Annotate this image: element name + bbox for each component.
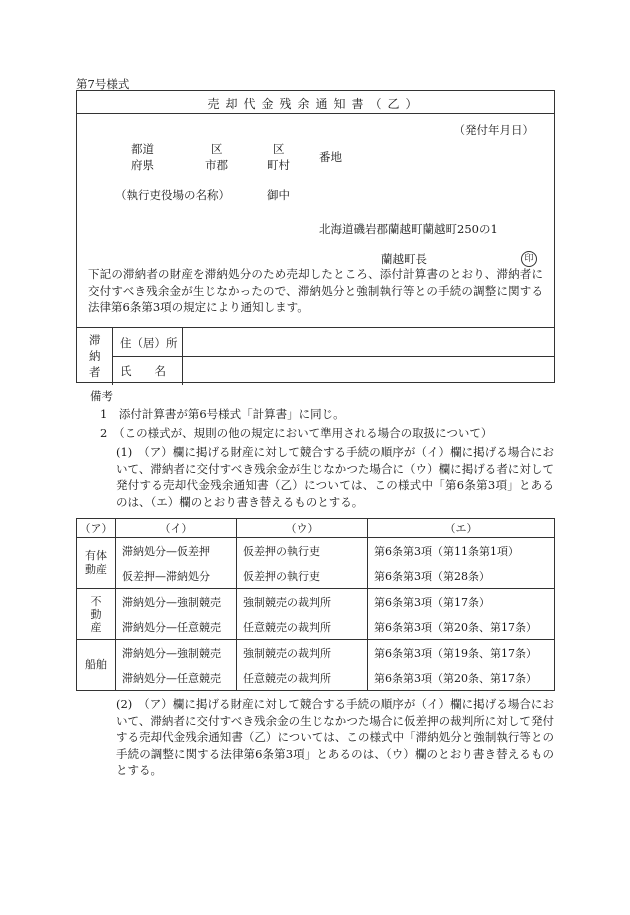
table-row xyxy=(77,614,555,640)
title-row xyxy=(77,91,554,114)
notice-body: 下記の滞納者の財産を滞納処分のため売却したところ、添付計算書のとおり、滞納者に交付すべき残余金が生じなかったので、滞納処分と強制執行等との手続の調整に関する法律第6条第3項の規定により通知します。 xyxy=(88,267,543,314)
header-u: （ウ） xyxy=(237,519,368,538)
prefecture-top: 都道 xyxy=(131,142,154,156)
issue-date: （発付年月日） xyxy=(453,123,534,137)
table-cell: 仮差押の執行吏 xyxy=(237,538,368,564)
category-cell: 有体 動産 xyxy=(77,538,116,589)
replacement-table xyxy=(76,518,555,691)
note-item-1: 1 添付計算書が第6号様式「計算書」に同じ。 xyxy=(100,407,345,421)
table-cell: 滞納処分—強制競売 xyxy=(116,589,237,615)
seal-icon xyxy=(521,250,537,267)
table-row xyxy=(77,589,555,615)
delinquent-label-2: 納 xyxy=(89,349,101,363)
table-row xyxy=(77,563,555,589)
table-cell: 滞納処分—強制競売 xyxy=(116,640,237,666)
notes-heading: 備考 xyxy=(90,389,113,403)
header-e: （エ） xyxy=(368,519,555,538)
note-item-2-1: (1) （ア）欄に掲げる財産に対して競合する手続の順序が（イ）欄に掲げる場合において、滞納者に交付すべき残余金が生じなかつた場合に（ウ）欄に掲げる者に対して発付する売却代金残余通知書（乙）については、この様式中「第6条第3項」とあるのは、（エ）欄のとおり書き替えるものとする。 xyxy=(116,445,554,509)
table-cell: 滞納処分—仮差押 xyxy=(116,538,237,564)
seal-mark: 印 xyxy=(521,251,537,267)
note-item-2-2: (2) （ア）欄に掲げる財産に対して競合する手続の順序が（イ）欄に掲げる場合において、滞納者に交付すべき残余金の生じなかつた場合に仮差押の裁判所に対して発付する売却代金残余通知書（乙）については、この様式中「滞納処分と強制執行等との手続の調整に関する法律第6条第3項」とあるのは、（ウ）欄のとおり書き替えるものとする。 xyxy=(116,697,554,777)
category-cell: 船舶 xyxy=(77,640,116,691)
form-number: 第7号様式 xyxy=(76,77,130,91)
table-row xyxy=(77,640,555,666)
name-label: 氏 名 xyxy=(120,364,166,378)
banchi: 番地 xyxy=(319,150,342,164)
table-row xyxy=(77,538,555,564)
address-label: 住（居）所 xyxy=(120,336,178,350)
table-cell: 滞納処分—任意競売 xyxy=(116,665,237,691)
table-cell: 強制競売の裁判所 xyxy=(237,589,368,615)
table-cell: 仮差押の執行吏 xyxy=(237,563,368,589)
table-cell: 強制競売の裁判所 xyxy=(237,640,368,666)
table-cell: 任意競売の裁判所 xyxy=(237,665,368,691)
ward-bottom: 市郡 xyxy=(205,158,228,172)
delinquent-label-1: 滞 xyxy=(89,333,101,347)
sender-name: 蘭越町長 xyxy=(381,252,427,266)
town-top: 区 xyxy=(273,142,285,156)
table-cell: 第6条第3項（第28条） xyxy=(368,563,555,589)
header-i: （イ） xyxy=(116,519,237,538)
category-cell: 不 動 産 xyxy=(77,589,116,640)
recipient-suffix: 御中 xyxy=(267,188,290,202)
table-cell: 仮差押—滞納処分 xyxy=(116,563,237,589)
prefecture-bottom: 府県 xyxy=(131,158,154,172)
sender-address: 北海道磯岩郡蘭越町蘭越町250の1 xyxy=(319,222,498,236)
table-cell: 第6条第3項（第11条第1項） xyxy=(368,538,555,564)
town-bottom: 町村 xyxy=(267,158,290,172)
delinquent-section xyxy=(77,327,554,385)
table-cell: 第6条第3項（第19条、第17条） xyxy=(368,640,555,666)
notice-form xyxy=(76,90,555,383)
recipient-name: （執行吏役場の名称） xyxy=(115,188,230,202)
table-cell: 滞納処分—任意競売 xyxy=(116,614,237,640)
table-cell: 任意競売の裁判所 xyxy=(237,614,368,640)
table-cell: 第6条第3項（第17条） xyxy=(368,589,555,615)
ward-top: 区 xyxy=(211,142,223,156)
delinquent-label-3: 者 xyxy=(89,365,101,379)
header-a: （ア） xyxy=(77,519,116,538)
table-cell: 第6条第3項（第20条、第17条） xyxy=(368,614,555,640)
table-header-row xyxy=(77,519,555,538)
form-title: 売却代金残余通知書（乙） xyxy=(207,97,424,111)
note-item-2: 2 （この様式が、規則の他の規定において準用される場合の取扱について） xyxy=(100,426,493,440)
table-row xyxy=(77,665,555,691)
table-cell: 第6条第3項（第20条、第17条） xyxy=(368,665,555,691)
